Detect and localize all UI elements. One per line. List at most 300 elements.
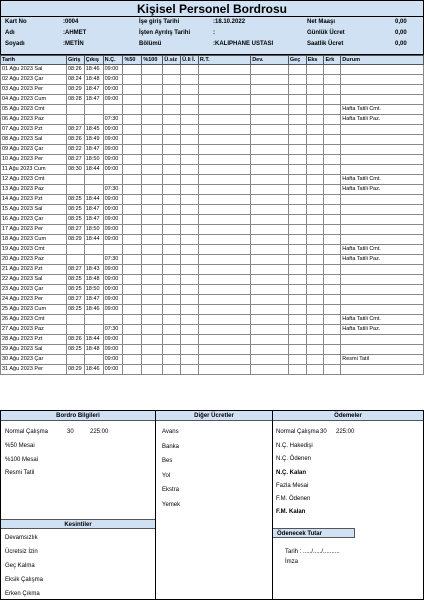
cell-empty xyxy=(123,275,142,285)
diger-item: Yemek xyxy=(162,501,181,508)
cell-cikis: 18:47 xyxy=(84,85,103,95)
cell-empty xyxy=(163,145,181,155)
cell-empty xyxy=(198,125,250,135)
cell-empty xyxy=(181,305,199,315)
column-header: Geç xyxy=(288,56,306,65)
cell-empty xyxy=(251,325,289,335)
cell-empty xyxy=(306,245,324,255)
cell-empty xyxy=(306,135,324,145)
cell-empty xyxy=(123,355,142,365)
cell-empty xyxy=(198,105,250,115)
cell-cikis: 18:45 xyxy=(84,125,103,135)
cell-nc: 09:00 xyxy=(103,275,123,285)
cell-tarih: 18 Ağu 2023 Cum xyxy=(1,235,67,245)
cell-empty xyxy=(181,135,199,145)
ayrilis-value: : xyxy=(213,30,215,36)
cell-empty xyxy=(123,325,142,335)
table-row xyxy=(1,365,424,375)
cell-nc: 09:00 xyxy=(103,165,123,175)
cell-empty xyxy=(251,195,289,205)
cell-nc: 07:30 xyxy=(103,185,123,195)
cell-empty xyxy=(181,365,199,375)
cell-empty xyxy=(142,95,163,105)
cell-empty xyxy=(306,345,324,355)
diger-column xyxy=(156,411,273,600)
cell-empty xyxy=(324,85,341,95)
cell-empty xyxy=(324,325,341,335)
cell-empty xyxy=(324,115,341,125)
cell-empty xyxy=(163,135,181,145)
cell-empty xyxy=(198,165,250,175)
cell-empty xyxy=(251,295,289,305)
cell-empty xyxy=(163,365,181,375)
diger-item: Banka xyxy=(162,443,180,450)
kesinti-item: Erken Çıkma xyxy=(5,591,40,597)
column-header: Eks xyxy=(306,56,324,65)
cell-empty xyxy=(198,65,250,75)
cell-nc: 07:30 xyxy=(103,255,123,265)
nc-odenen: N.Ç. Ödenen xyxy=(276,456,312,462)
cell-empty xyxy=(198,305,250,315)
cell-empty xyxy=(306,85,324,95)
cell-tarih: 27 Ağu 2023 Paz xyxy=(1,325,67,335)
cell-tarih: 02 Ağu 2023 Çar xyxy=(1,75,67,85)
cell-durum xyxy=(341,225,424,235)
cell-empty xyxy=(163,195,181,205)
cell-empty xyxy=(288,135,306,145)
cell-empty xyxy=(163,295,181,305)
cell-empty xyxy=(306,105,324,115)
cell-empty xyxy=(142,195,163,205)
cell-empty xyxy=(163,305,181,315)
cell-empty xyxy=(123,265,142,275)
cell-empty xyxy=(198,355,250,365)
cell-empty xyxy=(123,345,142,355)
cell-cikis: 18:50 xyxy=(84,155,103,165)
cell-empty xyxy=(251,365,289,375)
cell-empty xyxy=(251,205,289,215)
table-row xyxy=(1,325,424,335)
cell-giris: 08:25 xyxy=(66,345,84,355)
cell-empty xyxy=(142,65,163,75)
cell-empty xyxy=(123,215,142,225)
cell-empty xyxy=(251,355,289,365)
cell-empty xyxy=(198,145,250,155)
cell-tarih: 06 Ağu 2023 Paz xyxy=(1,115,67,125)
cell-tarih: 03 Ağu 2023 Per xyxy=(1,85,67,95)
cell-empty xyxy=(306,185,324,195)
cell-empty xyxy=(163,335,181,345)
cell-empty xyxy=(123,85,142,95)
cell-durum xyxy=(341,135,424,145)
cell-cikis: 18:50 xyxy=(84,285,103,295)
cell-empty xyxy=(142,125,163,135)
cell-empty xyxy=(163,155,181,165)
cell-empty xyxy=(142,165,163,175)
nc-hakedis: N.Ç. Hakedişi xyxy=(276,443,313,449)
cell-empty xyxy=(306,365,324,375)
cell-empty xyxy=(181,105,199,115)
cell-giris: 08:27 xyxy=(66,125,84,135)
cell-cikis: 18:47 xyxy=(84,95,103,105)
cell-empty xyxy=(181,355,199,365)
cell-cikis xyxy=(84,115,103,125)
cell-empty xyxy=(324,95,341,105)
cell-durum xyxy=(341,265,424,275)
cell-empty xyxy=(181,65,199,75)
cell-empty xyxy=(198,215,250,225)
cell-empty xyxy=(324,195,341,205)
cell-empty xyxy=(288,265,306,275)
giris-label: İşe giriş Tarihi xyxy=(139,19,180,25)
cell-empty xyxy=(142,75,163,85)
cell-empty xyxy=(306,255,324,265)
table-row xyxy=(1,295,424,305)
cell-cikis: 18:46 xyxy=(84,365,103,375)
cell-empty xyxy=(181,245,199,255)
cell-giris xyxy=(66,245,84,255)
cell-empty xyxy=(123,65,142,75)
cell-giris: 08:22 xyxy=(66,145,84,155)
cell-empty xyxy=(288,115,306,125)
table-row xyxy=(1,265,424,275)
cell-empty xyxy=(306,305,324,315)
cell-empty xyxy=(142,325,163,335)
cell-empty xyxy=(324,235,341,245)
cell-empty xyxy=(288,105,306,115)
cell-cikis xyxy=(84,325,103,335)
odemeler-column xyxy=(273,411,423,600)
cell-empty xyxy=(198,285,250,295)
cell-tarih: 19 Ağu 2023 Cmt xyxy=(1,245,67,255)
imza-line: İmza xyxy=(285,559,299,565)
bordro-column xyxy=(1,411,156,600)
cell-empty xyxy=(306,165,324,175)
cell-empty xyxy=(163,275,181,285)
cell-empty xyxy=(142,145,163,155)
cell-nc: 09:00 xyxy=(103,125,123,135)
cell-tarih: 17 Ağu 2023 Per xyxy=(1,225,67,235)
odemeler-title: Ödemeler xyxy=(273,411,423,421)
cell-tarih: 13 Ağu 2023 Paz xyxy=(1,185,67,195)
cell-giris xyxy=(66,355,84,365)
kesintiler-title: Kesintiler xyxy=(1,519,155,529)
cell-tarih: 15 Ağu 2023 Sal xyxy=(1,205,67,215)
cell-tarih: 23 Ağu 2023 Çar xyxy=(1,285,67,295)
cell-empty xyxy=(288,175,306,185)
column-header: Ü.siz xyxy=(163,56,181,65)
cell-giris: 08:28 xyxy=(66,95,84,105)
cell-cikis xyxy=(84,315,103,325)
cell-nc: 09:00 xyxy=(103,265,123,275)
cell-empty xyxy=(198,335,250,345)
cell-durum xyxy=(341,205,424,215)
cell-empty xyxy=(198,265,250,275)
cell-nc: 09:00 xyxy=(103,145,123,155)
table-row xyxy=(1,285,424,295)
cell-cikis: 18:46 xyxy=(84,65,103,75)
cell-empty xyxy=(123,95,142,105)
cell-cikis: 18:49 xyxy=(84,135,103,145)
cell-empty xyxy=(142,245,163,255)
cell-empty xyxy=(251,315,289,325)
cell-durum: Hafta Tatili Cmt. xyxy=(341,105,424,115)
cell-durum: Hafta Tatili Cmt. xyxy=(341,175,424,185)
cell-empty xyxy=(306,115,324,125)
cell-cikis xyxy=(84,185,103,195)
cell-nc: 09:00 xyxy=(103,75,123,85)
odenecek-title: Ödenecek Tutar xyxy=(273,528,355,538)
cell-cikis: 18:47 xyxy=(84,205,103,215)
cell-empty xyxy=(142,285,163,295)
cell-nc: 09:00 xyxy=(103,135,123,145)
cell-empty xyxy=(198,325,250,335)
cell-giris: 08:27 xyxy=(66,225,84,235)
table-row xyxy=(1,215,424,225)
table-row xyxy=(1,315,424,325)
cell-empty xyxy=(324,155,341,165)
cell-tarih: 09 Ağu 2023 Çar xyxy=(1,145,67,155)
cell-empty xyxy=(142,335,163,345)
cell-empty xyxy=(163,215,181,225)
cell-giris xyxy=(66,255,84,265)
cell-empty xyxy=(198,135,250,145)
bolum-label: Bölümü xyxy=(139,41,162,47)
cell-empty xyxy=(181,345,199,355)
table-row xyxy=(1,205,424,215)
cell-nc: 09:00 xyxy=(103,295,123,305)
soyadi-label: Soyadı xyxy=(5,41,25,47)
cell-durum xyxy=(341,145,424,155)
cell-empty xyxy=(306,145,324,155)
cell-empty xyxy=(163,325,181,335)
cell-empty xyxy=(181,225,199,235)
cell-empty xyxy=(288,315,306,325)
cell-empty xyxy=(198,115,250,125)
cell-nc xyxy=(103,245,123,255)
cell-empty xyxy=(163,175,181,185)
cell-empty xyxy=(251,175,289,185)
saatlik-label: Saatlik Ücret xyxy=(307,41,344,47)
cell-cikis: 18:48 xyxy=(84,75,103,85)
cell-empty xyxy=(251,75,289,85)
kart-no-value: :0004 xyxy=(63,19,79,25)
cell-durum xyxy=(341,335,424,345)
column-header: Erk xyxy=(324,56,341,65)
cell-giris xyxy=(66,315,84,325)
cell-empty xyxy=(324,355,341,365)
cell-durum xyxy=(341,235,424,245)
cell-empty xyxy=(142,235,163,245)
cell-empty xyxy=(163,345,181,355)
cell-giris: 08:27 xyxy=(66,155,84,165)
bordro-mesai100: %100 Mesai xyxy=(5,457,39,463)
cell-empty xyxy=(288,355,306,365)
kesinti-item: Geç Kalma xyxy=(5,563,35,569)
cell-empty xyxy=(324,185,341,195)
cell-empty xyxy=(181,285,199,295)
cell-empty xyxy=(163,255,181,265)
cell-cikis: 18:44 xyxy=(84,195,103,205)
cell-nc xyxy=(103,175,123,185)
cell-empty xyxy=(288,165,306,175)
cell-empty xyxy=(123,225,142,235)
cell-durum: Hafta Tatili Paz. xyxy=(341,185,424,195)
cell-giris xyxy=(66,185,84,195)
cell-empty xyxy=(288,295,306,305)
cell-tarih: 29 Ağu 2023 Sal xyxy=(1,345,67,355)
cell-giris: 08:25 xyxy=(66,205,84,215)
cell-durum xyxy=(341,165,424,175)
diger-item: Avans xyxy=(162,429,179,435)
cell-empty xyxy=(123,75,142,85)
cell-empty xyxy=(324,265,341,275)
cell-empty xyxy=(198,255,250,265)
cell-tarih: 16 Ağu 2023 Çar xyxy=(1,215,67,225)
fm-kalan: F.M. Kalan xyxy=(276,509,306,515)
cell-empty xyxy=(306,175,324,185)
cell-empty xyxy=(123,155,142,165)
cell-durum xyxy=(341,345,424,355)
table-row xyxy=(1,275,424,285)
cell-durum: Hafta Tatili Paz. xyxy=(341,115,424,125)
cell-empty xyxy=(324,215,341,225)
cell-empty xyxy=(142,255,163,265)
cell-empty xyxy=(181,185,199,195)
cell-tarih: 28 Ağu 2023 Pzt xyxy=(1,335,67,345)
cell-empty xyxy=(163,65,181,75)
cell-empty xyxy=(123,125,142,135)
cell-empty xyxy=(181,75,199,85)
cell-empty xyxy=(306,125,324,135)
cell-empty xyxy=(123,185,142,195)
cell-empty xyxy=(198,275,250,285)
cell-empty xyxy=(251,105,289,115)
cell-empty xyxy=(123,165,142,175)
adi-value: :AHMET xyxy=(63,30,87,36)
cell-giris: 08:25 xyxy=(66,285,84,295)
table-row xyxy=(1,345,424,355)
diger-item: Ekstra xyxy=(162,487,180,493)
cell-empty xyxy=(142,85,163,95)
cell-empty xyxy=(123,235,142,245)
cell-empty xyxy=(288,95,306,105)
cell-empty xyxy=(181,165,199,175)
cell-empty xyxy=(181,335,199,345)
cell-empty xyxy=(198,365,250,375)
cell-empty xyxy=(123,205,142,215)
cell-cikis: 18:47 xyxy=(84,215,103,225)
cell-empty xyxy=(163,235,181,245)
cell-empty xyxy=(324,295,341,305)
cell-empty xyxy=(142,355,163,365)
cell-nc: 09:00 xyxy=(103,285,123,295)
cell-giris xyxy=(66,105,84,115)
cell-empty xyxy=(324,105,341,115)
cell-empty xyxy=(288,345,306,355)
cell-empty xyxy=(251,335,289,345)
cell-empty xyxy=(288,185,306,195)
cell-empty xyxy=(324,125,341,135)
cell-giris: 08:25 xyxy=(66,215,84,225)
cell-empty xyxy=(324,175,341,185)
employee-header xyxy=(0,17,424,55)
cell-empty xyxy=(324,245,341,255)
cell-empty xyxy=(163,95,181,105)
cell-durum xyxy=(341,305,424,315)
cell-empty xyxy=(142,305,163,315)
bordro-title: Bordro Bilgileri xyxy=(1,411,155,421)
bordro-mesai50: %50 Mesai xyxy=(5,443,35,449)
table-row xyxy=(1,225,424,235)
cell-empty xyxy=(181,145,199,155)
cell-durum xyxy=(341,285,424,295)
cell-empty xyxy=(306,335,324,345)
table-row xyxy=(1,105,424,115)
cell-cikis: 18:47 xyxy=(84,145,103,155)
table-row xyxy=(1,175,424,185)
bolum-value: :KALIPHANE USTASI xyxy=(213,41,274,47)
cell-empty xyxy=(288,285,306,295)
cell-durum xyxy=(341,75,424,85)
cell-empty xyxy=(142,115,163,125)
cell-empty xyxy=(324,165,341,175)
cell-giris xyxy=(66,115,84,125)
cell-empty xyxy=(324,335,341,345)
cell-nc: 09:00 xyxy=(103,85,123,95)
cell-empty xyxy=(181,215,199,225)
cell-empty xyxy=(142,175,163,185)
cell-empty xyxy=(198,185,250,195)
cell-nc: 09:00 xyxy=(103,225,123,235)
cell-empty xyxy=(306,285,324,295)
table-row xyxy=(1,235,424,245)
table-row xyxy=(1,115,424,125)
cell-empty xyxy=(198,225,250,235)
cell-cikis: 18:43 xyxy=(84,265,103,275)
cell-empty xyxy=(288,245,306,255)
column-header: Dev. xyxy=(251,56,289,65)
adi-label: Adı xyxy=(5,30,15,36)
nc-kalan: N.Ç. Kalan xyxy=(276,470,307,476)
cell-empty xyxy=(288,305,306,315)
cell-cikis: 18:48 xyxy=(84,275,103,285)
cell-empty xyxy=(306,65,324,75)
cell-tarih: 12 Ağu 2023 Cmt xyxy=(1,175,67,185)
cell-nc: 09:00 xyxy=(103,65,123,75)
odemeler-normal-label: Normal Çalışma xyxy=(276,429,320,435)
cell-empty xyxy=(142,275,163,285)
cell-empty xyxy=(123,115,142,125)
cell-durum xyxy=(341,95,424,105)
cell-empty xyxy=(123,285,142,295)
cell-tarih: 30 Ağu 2023 Çar xyxy=(1,355,67,365)
cell-empty xyxy=(198,245,250,255)
cell-empty xyxy=(123,255,142,265)
cell-empty xyxy=(288,365,306,375)
cell-empty xyxy=(181,205,199,215)
cell-nc: 07:30 xyxy=(103,115,123,125)
cell-empty xyxy=(324,315,341,325)
cell-durum xyxy=(341,215,424,225)
cell-empty xyxy=(324,305,341,315)
cell-giris: 08:29 xyxy=(66,235,84,245)
cell-giris: 08:25 xyxy=(66,195,84,205)
cell-cikis: 18:48 xyxy=(84,345,103,355)
cell-tarih: 22 Ağu 2023 Sal xyxy=(1,275,67,285)
cell-empty xyxy=(251,165,289,175)
cell-durum xyxy=(341,85,424,95)
